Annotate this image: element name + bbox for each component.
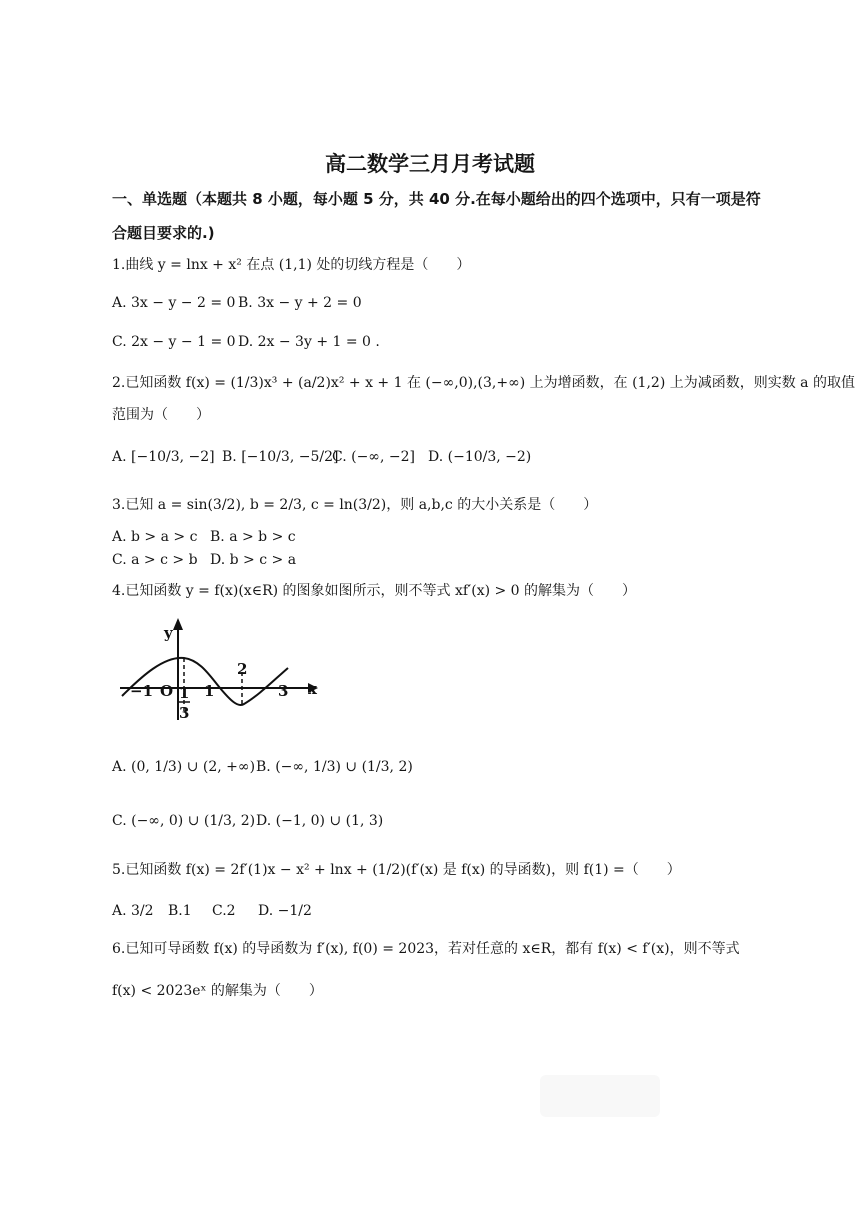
section-heading-line1: 一、单选题（本题共 8 小题，每小题 5 分，共 40 分.在每小题给出的四个选项中，只有一项是符: [112, 190, 761, 208]
scan-smudge: [540, 1075, 660, 1117]
q5-option-c: C.2: [212, 903, 236, 919]
tick-minus-one: −1: [130, 682, 154, 700]
section-heading-line2: 合题目要求的.): [112, 224, 215, 242]
y-axis-label: y: [164, 624, 173, 642]
y-axis-arrow: [173, 618, 183, 630]
q1-option-d: D. 2x − 3y + 1 = 0 .: [238, 334, 380, 350]
fraction-denominator: 3: [179, 704, 190, 722]
q2-option-b: B. [−10/3, −5/2]: [222, 449, 339, 465]
q1-stem: 1.曲线 y = lnx + x² 在点 (1,1) 处的切线方程是（ ）: [112, 257, 471, 273]
tick-three: 3: [278, 682, 289, 700]
q4-stem: 4.已知函数 y = f(x)(x∈R) 的图象如图所示，则不等式 xf′(x) > 0 的解集为（ ）: [112, 583, 637, 599]
q1-option-b: B. 3x − y + 2 = 0: [238, 295, 362, 311]
q5-option-a: A. 3/2: [112, 903, 154, 919]
q1-option-a: A. 3x − y − 2 = 0: [112, 295, 236, 311]
q5-option-d: D. −1/2: [258, 903, 312, 919]
q5-option-b: B.1: [168, 903, 192, 919]
fraction-numerator: 1: [179, 684, 190, 702]
q4-option-b: B. (−∞, 1/3) ∪ (1/3, 2): [256, 759, 413, 775]
q1-option-c: C. 2x − y − 1 = 0: [112, 334, 236, 350]
origin-label: O: [160, 682, 174, 700]
q2-option-c: C. (−∞, −2]: [332, 449, 415, 465]
x-axis-label: x: [308, 680, 317, 698]
q3-option-b: B. a > b > c: [210, 529, 296, 545]
q6-stem-line2: f(x) < 2023eˣ 的解集为（ ）: [112, 983, 323, 999]
exam-title: 高二数学三月月考试题: [325, 152, 535, 176]
q3-stem: 3.已知 a = sin(3/2), b = 2/3, c = ln(3/2)，则 a,b,c 的大小关系是（ ）: [112, 497, 598, 513]
q6-stem-line1: 6.已知可导函数 f(x) 的导函数为 f′(x), f(0) = 2023，若对任意的 x∈R，都有 f(x) < f′(x)，则不等式: [112, 941, 740, 957]
q4-option-c: C. (−∞, 0) ∪ (1/3, 2): [112, 813, 256, 829]
q2-option-d: D. (−10/3, −2): [428, 449, 532, 465]
tick-one: 1: [204, 682, 215, 700]
function-graph: [112, 612, 327, 722]
q3-option-a: A. b > a > c: [112, 529, 198, 545]
q2-option-a: A. [−10/3, −2]: [112, 449, 215, 465]
q2-stem-line1: 2.已知函数 f(x) = (1/3)x³ + (a/2)x² + x + 1 在 (−∞,0),(3,+∞) 上为增函数，在 (1,2) 上为减函数，则实数 a 的取值: [112, 375, 855, 391]
q4-option-d: D. (−1, 0) ∪ (1, 3): [256, 813, 384, 829]
q3-option-d: D. b > c > a: [210, 552, 297, 568]
tick-two: 2: [237, 660, 248, 678]
q3-option-c: C. a > c > b: [112, 552, 198, 568]
q4-option-a: A. (0, 1/3) ∪ (2, +∞): [112, 759, 256, 775]
q5-stem: 5.已知函数 f(x) = 2f′(1)x − x² + lnx + (1/2)(f′(x) 是 f(x) 的导函数)，则 f(1) =（ ）: [112, 862, 681, 878]
q2-stem-line2: 范围为（ ）: [112, 407, 210, 423]
